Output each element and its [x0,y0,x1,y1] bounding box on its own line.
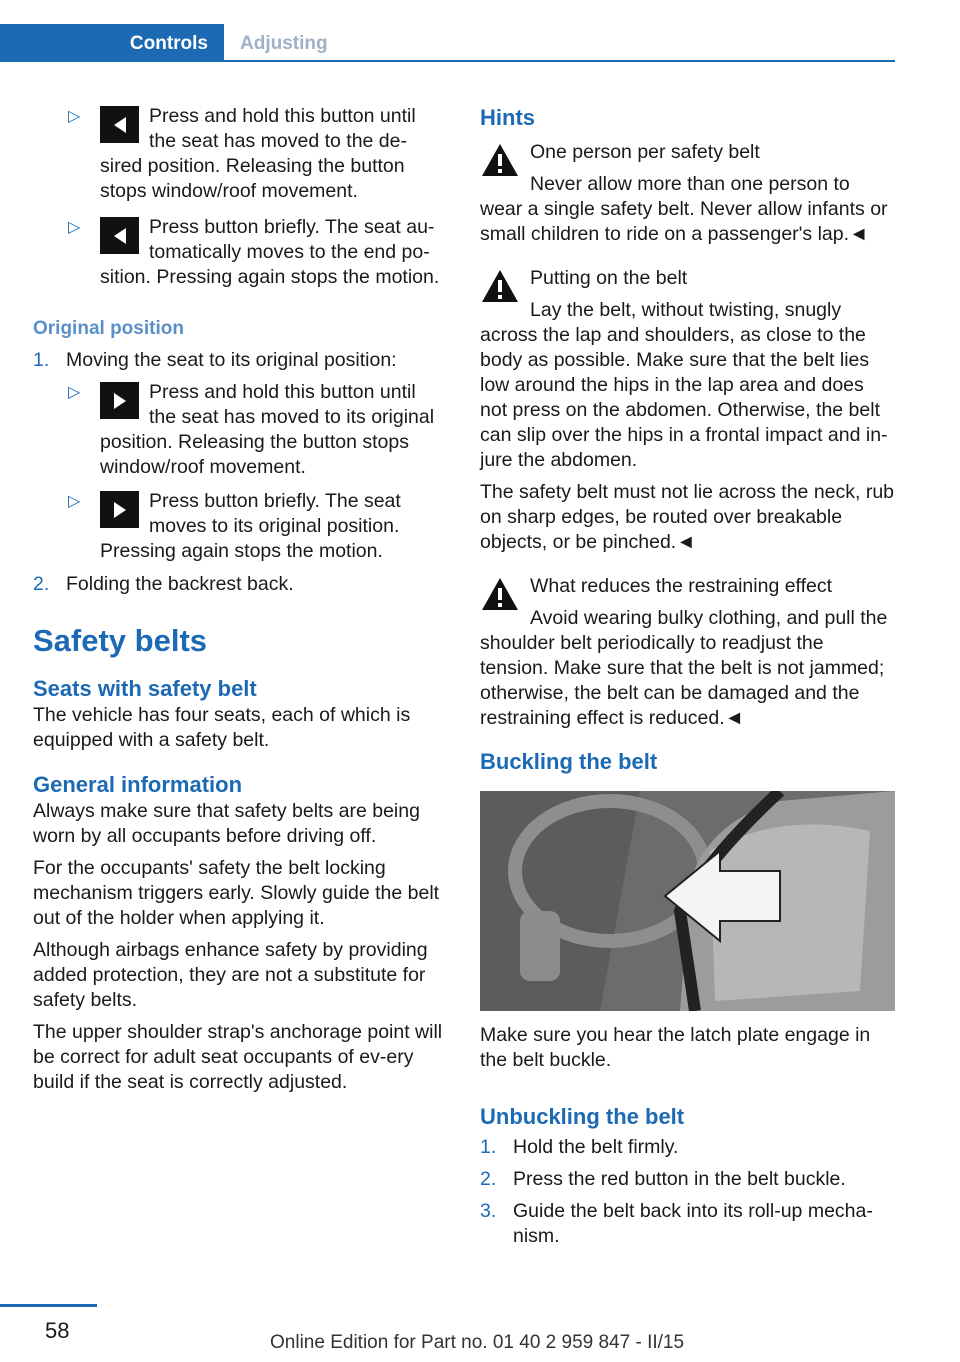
numbered-item [480,1135,895,1160]
warning-block [480,574,895,731]
warning-block [480,140,895,247]
tab-controls[interactable] [0,24,224,62]
warning-title: Putting on the belt [530,267,688,289]
item-text: Moving the seat to its original position: [66,349,397,371]
footer-rule [0,1304,97,1307]
warning-block [480,266,895,555]
triangle-bullet-icon: ▷ [68,219,81,236]
item-text: Hold the belt firmly. [513,1136,679,1158]
warning-text: Avoid wearing bulky clothing, and pull the shoulder belt periodically to readjust the tension. Make sure that the belt is not jammed; otherwise, the belt can be damaged and the restraining effect is reduced.◄ [480,607,888,729]
triangle-bullet-icon: ▷ [68,384,81,401]
item-number: 1. [33,349,50,371]
warning-icon [480,142,520,178]
section-heading: Seats with safety belt [33,676,257,701]
item-text: Press the red button in the belt buckle. [513,1168,846,1190]
warning-text: Lay the belt, without twisting, snugly across the lap and shoulders, as close to the body as possible. Make sure that the belt lies low around the hips in the lap area and does not press on the abdomen. Otherwise, the belt can slip over the hips in a frontal impact and in-jure the abdomen. [480,299,888,471]
item-number: 3. [480,1200,497,1222]
paragraph: For the occupants' safety the belt locking mechanism triggers early. Slowly guide the belt out of the holder when applying it. [33,857,440,929]
numbered-list [480,1135,895,1249]
item-text: Guide the belt back into its roll-up mecha-nism. [513,1200,873,1247]
numbered-item [480,1199,895,1249]
paragraph: Although airbags enhance safety by providing added protection, they are not a substitute for safety belts. [33,939,428,1011]
paragraph: The upper shoulder strap's anchorage point will be correct for adult seat occupants of ev-ery build if the seat is correctly adjusted. [33,1021,443,1093]
right-arrow-button-icon [100,382,139,419]
section-heading: Original position [33,318,184,339]
warning-icon [480,576,520,612]
right-column [480,104,895,1249]
header-rule [0,60,895,62]
item-number: 2. [33,573,50,595]
bullet-text: Press button briefly. The seat au-tomatically moves to the end po-sition. Pressing again stops the motion. [100,216,440,288]
right-arrow-button-icon [100,491,139,528]
warning-title: What reduces the restraining effect [530,575,833,597]
list-item [33,215,448,307]
numbered-item [33,572,448,597]
left-arrow-button-icon [100,217,139,254]
section-heading: Hints [480,105,535,130]
paragraph: Always make sure that safety belts are being worn by all occupants before driving off. [33,800,420,847]
left-column [33,104,448,1095]
header-bar [0,24,895,62]
bullet-text: Press button briefly. The seat moves to its original position. Pressing again stops the motion. [100,490,401,562]
warning-text: The safety belt must not lie across the neck, rub on sharp edges, be routed over breakable objects, or be pinched.◄ [480,481,895,553]
section-heading: Buckling the belt [480,749,658,774]
left-arrow-button-icon [100,106,139,143]
numbered-item [33,348,448,373]
item-number: 2. [480,1168,497,1190]
warning-title: One person per safety belt [530,141,760,163]
page-number: 58 [45,1318,70,1343]
section-heading: Unbuckling the belt [480,1104,685,1129]
tab-controls-label: Controls [129,33,208,54]
warning-text: Never allow more than one person to wear a single safety belt. Never allow infants or small children to ride on a passenger's lap.◄ [480,173,888,245]
triangle-bullet-icon: ▷ [68,493,81,510]
paragraph: Make sure you hear the latch plate engage in the belt buckle. [480,1024,871,1071]
numbered-item [480,1167,895,1192]
section-heading: General information [33,772,243,797]
triangle-bullet-icon: ▷ [68,108,81,125]
list-item [33,489,448,567]
edition-note: Online Edition for Part no. 01 40 2 959 847 - II/15 [270,1332,685,1353]
bullet-text: Press and hold this button until the seat has moved to the de-sired position. Releasing the button stops window/roof movement. [100,105,416,202]
warning-icon [480,268,520,304]
paragraph: The vehicle has four seats, each of which is equipped with a safety belt. [33,704,411,751]
chapter-heading: Safety belts [33,623,208,658]
item-text: Folding the backrest back. [66,573,294,595]
list-item [33,104,448,208]
belt-buckling-illustration [480,791,895,1011]
list-item [33,380,448,484]
tab-adjusting[interactable]: Adjusting [240,33,328,54]
bullet-text: Press and hold this button until the seat has moved to its original position. Releasing the button stops window/roof movement. [100,381,435,478]
item-number: 1. [480,1136,497,1158]
